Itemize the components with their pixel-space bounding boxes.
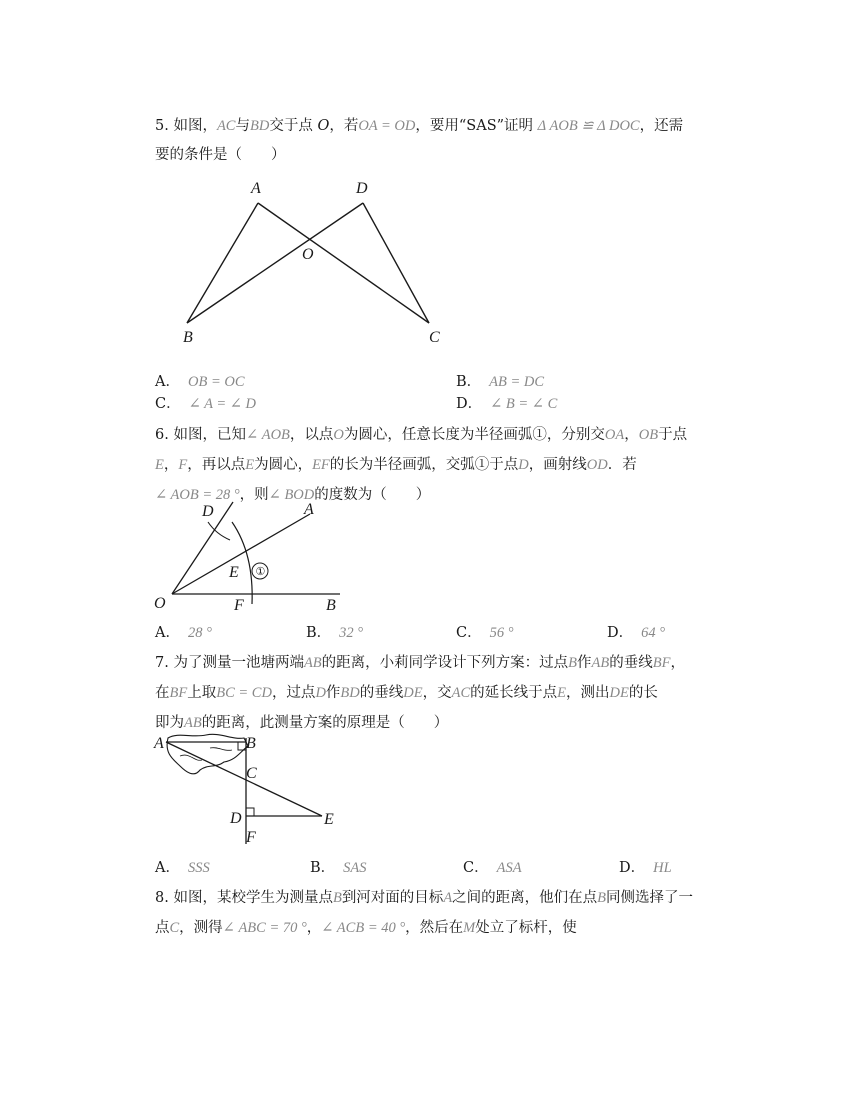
q6-label-E: E bbox=[229, 564, 239, 581]
q5-line-1: 5. 如图，AC与BD交于点 O，若OA = OD，要用“SAS”证明 Δ AOB ≌ Δ DOC，还需 bbox=[155, 118, 684, 134]
q5-line-2: 要的条件是（ ） bbox=[155, 147, 286, 163]
q6-figure bbox=[150, 500, 370, 615]
q5-option-d[interactable]: D． ∠ B = ∠ C bbox=[456, 396, 558, 412]
q7-label-E: E bbox=[324, 811, 334, 828]
q5-option-a[interactable]: A． OB = OC bbox=[155, 374, 245, 390]
q7-label-A: A bbox=[154, 735, 164, 752]
q7-line-2: 在BF上取BC = CD，过点D作BD的垂线DE，交AC的延长线于点E，测出DE的长 bbox=[155, 685, 658, 701]
q7-option-b[interactable]: B． SAS bbox=[310, 860, 367, 876]
q7-label-F: F bbox=[246, 829, 256, 846]
q6-label-circle-1: ① bbox=[255, 566, 266, 578]
q7-label-B: B bbox=[246, 735, 256, 752]
q6-label-B: B bbox=[326, 597, 336, 614]
q6-label-A: A bbox=[304, 501, 314, 518]
q6-line-1: 6. 如图，已知∠ AOB，以点O为圆心，任意长度为半径画弧①，分别交OA，OB于点 bbox=[155, 427, 688, 443]
q7-option-d[interactable]: D． HL bbox=[619, 860, 672, 876]
q5-label-B: B bbox=[183, 329, 193, 346]
q5-label-D: D bbox=[356, 180, 368, 197]
q8-line-2: 点C，测得∠ ABC = 70 °，∠ ACB = 40 °，然后在M处立了标杆，使 bbox=[155, 920, 577, 936]
q6-label-D: D bbox=[202, 503, 214, 520]
q7-label-D: D bbox=[230, 810, 242, 827]
q6-option-b[interactable]: B． 32 ° bbox=[306, 625, 364, 641]
q5-label-A: A bbox=[251, 180, 261, 197]
q5-option-b[interactable]: B． AB = DC bbox=[456, 374, 545, 390]
q6-option-a[interactable]: A． 28 ° bbox=[155, 625, 212, 641]
q5-option-c[interactable]: C． ∠ A = ∠ D bbox=[155, 396, 256, 412]
q6-label-O: O bbox=[154, 595, 166, 612]
q5-label-C: C bbox=[429, 329, 440, 346]
q7-line-3: 即为AB的距离，此测量方案的原理是（ ） bbox=[155, 715, 449, 731]
q5-label-O: O bbox=[302, 246, 314, 263]
q8-line-1: 8. 如图，某校学生为测量点B到河对面的目标A之间的距离，他们在点B同侧选择了一 bbox=[155, 890, 694, 906]
q6-line-2: E，F，再以点E为圆心，EF的长为半径画弧，交弧①于点D，画射线OD．若 bbox=[155, 457, 637, 473]
q7-line-1: 7. 为了测量一池塘两端AB的距离，小莉同学设计下列方案：过点B作AB的垂线BF， bbox=[155, 655, 685, 671]
q7-label-C: C bbox=[246, 765, 257, 782]
q7-option-c[interactable]: C． ASA bbox=[463, 860, 522, 876]
q5-figure bbox=[175, 175, 475, 355]
q7-figure bbox=[150, 732, 350, 847]
q6-option-c[interactable]: C． 56 ° bbox=[456, 625, 514, 641]
q7-option-a[interactable]: A． SSS bbox=[155, 860, 210, 876]
q6-line-3: ∠ AOB = 28 °，则∠ BOD的度数为（ ） bbox=[155, 487, 431, 503]
q6-option-d[interactable]: D． 64 ° bbox=[607, 625, 666, 641]
q6-label-F: F bbox=[234, 597, 244, 614]
